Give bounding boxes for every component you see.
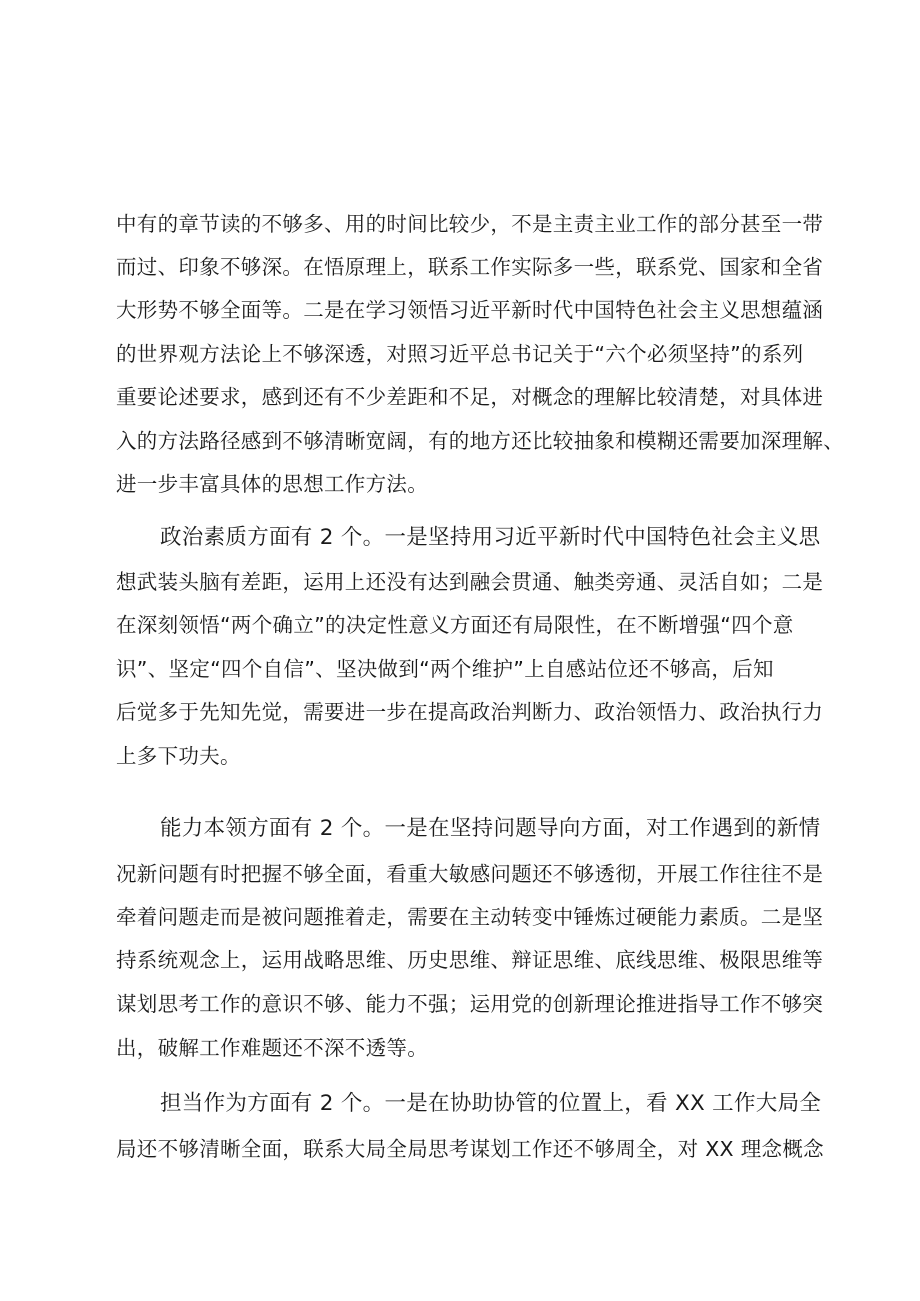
body-text-line: 况新问题有时把握不够全面，看重大敏感问题还不够透彻，开展工作往往不是 — [116, 862, 824, 886]
body-text-line: 大形势不够全面等。二是在学习领悟习近平新时代中国特色社会主义思想蕴涵 — [116, 298, 824, 322]
body-text-line: 在深刻领悟“两个确立”的决定性意义方面还有局限性，在不断增强“四个意 — [116, 613, 794, 637]
body-text-line: 谋划思考工作的意识不够、能力不强；运用党的创新理论推进指导工作不够突 — [116, 992, 824, 1016]
section-political-quality-heading: 政治素质方面有 2 个。一是坚持用习近平新时代中国特色社会主义思 — [160, 525, 821, 550]
body-text-line: 上多下功夫。 — [116, 744, 241, 768]
body-text-line: 持系统观念上，运用战略思维、历史思维、辩证思维、底线思维、极限思维等 — [116, 948, 824, 972]
body-text-line: 而过、印象不够深。在悟原理上，联系工作实际多一些，联系党、国家和全省 — [116, 255, 824, 279]
body-text-line: 出，破解工作难题还不深不透等。 — [116, 1036, 428, 1060]
section-responsibility-heading: 担当作为方面有 2 个。一是在协助协管的位置上，看 XX 工作大局全 — [160, 1091, 822, 1116]
body-text-line: 想武装头脑有差距，运用上还没有达到融会贯通、触类旁通、灵活自如；二是 — [116, 570, 824, 594]
body-text-line: 重要论述要求，感到还有不少差距和不足，对概念的理解比较清楚，对具体进 — [116, 385, 824, 409]
body-text-line: 局还不够清晰全面，联系大局全局思考谋划工作还不够周全，对 XX 理念概念 — [116, 1137, 824, 1161]
body-text-line: 进一步丰富具体的思想工作方法。 — [116, 472, 428, 496]
body-text-line: 牵着问题走而是被问题推着走，需要在主动转变中锤炼过硬能力素质。二是坚 — [116, 905, 824, 929]
body-text-line: 入的方法路径感到不够清晰宽阔，有的地方还比较抽象和模糊还需要加深理解、 — [116, 429, 844, 453]
body-text-line: 后觉多于先知先觉，需要进一步在提高政治判断力、政治领悟力、政治执行力 — [116, 700, 824, 724]
body-text-line: 识”、坚定“四个自信”、坚决做到“两个维护”上自感站位还不够高，后知 — [116, 657, 774, 681]
body-text-line: 的世界观方法论上不够深透，对照习近平总书记关于“六个必须坚持”的系列 — [116, 342, 804, 366]
section-ability-heading: 能力本领方面有 2 个。一是在坚持问题导向方面，对工作遇到的新情 — [160, 816, 821, 841]
body-text-line: 中有的章节读的不够多、用的时间比较少，不是主责主业工作的部分甚至一带 — [116, 212, 824, 236]
